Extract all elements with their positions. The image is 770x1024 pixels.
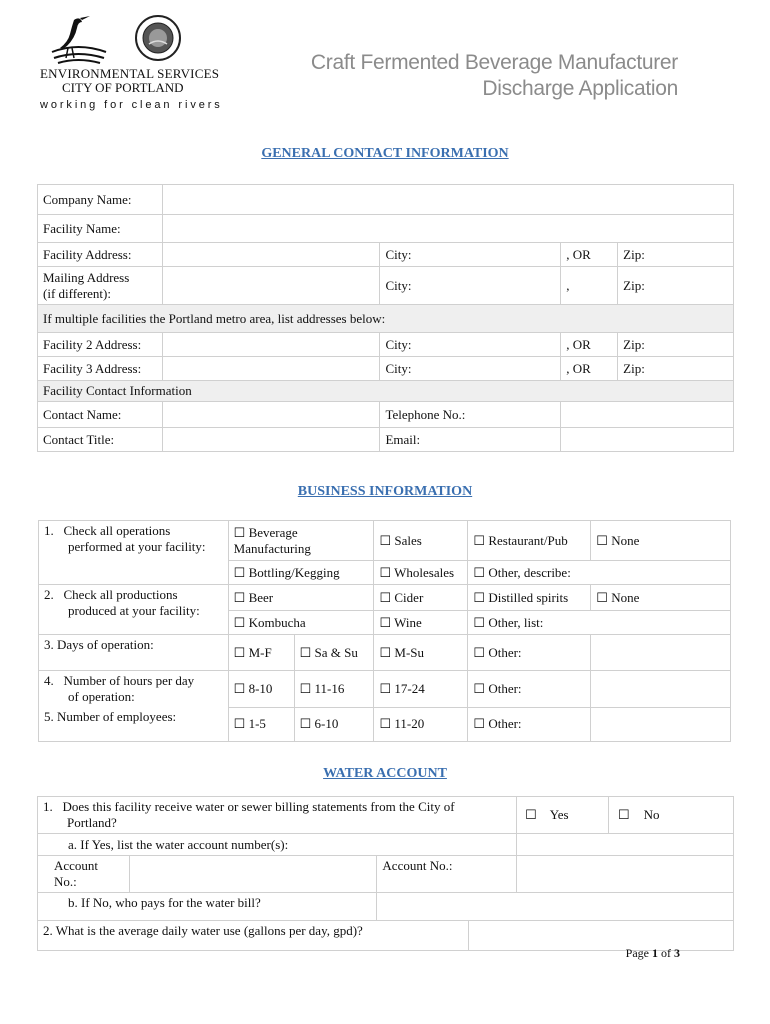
facility3-field[interactable] [162,357,380,381]
other-days-field[interactable] [591,635,731,671]
water-qb-label: b. If No, who pays for the water bill? [38,893,377,921]
water-account-table [37,796,734,951]
facility3-city-field[interactable]: City: [380,357,561,381]
tagline: working for clean rivers [40,99,223,111]
checkbox-employees-11-20[interactable]: ☐ 11-20 [374,707,468,741]
checkbox-bottling-kegging[interactable]: ☐ Bottling/Kegging [228,561,374,585]
general-contact-table [37,184,734,452]
checkbox-kombucha[interactable]: ☐ Kombucha [228,611,374,635]
q3-days-label: 3. Days of operation: [39,635,229,671]
page-number: Page 1 of 3 [625,946,680,960]
water-qa-label: a. If Yes, list the water account number(s): [38,834,517,856]
q5-employees-label: 5. Number of employees: [39,707,229,741]
checkbox-hours-11-16[interactable]: ☐ 11-16 [294,671,374,708]
email-field[interactable] [561,428,734,452]
other-employees-field[interactable] [591,707,731,741]
yes-label: Yes [545,797,609,834]
checkbox-sa-su[interactable]: ☐ Sa & Su [294,635,374,671]
water-qa-field[interactable] [517,834,734,856]
mailing-state-field[interactable]: , [561,267,618,305]
facility-name-label: Facility Name: [38,215,163,243]
section-heading-water: WATER ACCOUNT [323,766,447,781]
telephone-label: Telephone No.: [380,402,561,428]
facility-name-field[interactable] [162,215,733,243]
checkbox-no[interactable]: ☐ [609,797,639,834]
city-field[interactable]: City: [380,243,561,267]
checkbox-yes[interactable]: ☐ [517,797,545,834]
section-heading-general: GENERAL CONTACT INFORMATION [261,146,509,161]
company-name-field[interactable] [162,185,733,215]
facility3-label: Facility 3 Address: [38,357,163,381]
state-label: , OR [561,243,618,267]
checkbox-other-describe[interactable]: ☐ Other, describe: [468,561,731,585]
company-name-label: Company Name: [38,185,163,215]
checkbox-sales[interactable]: ☐ Sales [374,521,468,561]
facility-address-label: Facility Address: [38,243,163,267]
account-no-field-2[interactable] [517,856,734,893]
mailing-zip-field[interactable]: Zip: [618,267,734,305]
q4-hours-label: 4. Number of hours per day of operation: [39,671,229,708]
checkbox-wholesales[interactable]: ☐ Wholesales [374,561,468,585]
email-label: Email: [380,428,561,452]
account-no-label-1: Account No.: [38,856,130,893]
checkbox-other-days[interactable]: ☐ Other: [468,635,591,671]
account-no-field-1[interactable] [129,856,376,893]
checkbox-m-f[interactable]: ☐ M-F [228,635,294,671]
checkbox-other-list[interactable]: ☐ Other, list: [468,611,731,635]
checkbox-hours-17-24[interactable]: ☐ 17-24 [374,671,468,708]
org-city: CITY OF PORTLAND [62,80,184,95]
water-q1-label: 1. Does this facility receive water or sewer billing statements from the City of Portland? [38,797,517,834]
city-seal-icon [134,14,182,62]
checkbox-distilled-spirits[interactable]: ☐ Distilled spirits [468,585,591,611]
contact-info-heading: Facility Contact Information [38,381,734,402]
checkbox-beer[interactable]: ☐ Beer [228,585,374,611]
business-info-table [38,520,731,742]
checkbox-cider[interactable]: ☐ Cider [374,585,468,611]
heron-logo-icon [50,14,108,64]
mailing-city-field[interactable]: City: [380,267,561,305]
checkbox-none-operations[interactable]: ☐ None [591,521,731,561]
water-qb-field[interactable] [377,893,734,921]
facility-address-field[interactable] [162,243,380,267]
facility2-zip-field[interactable]: Zip: [618,333,734,357]
contact-name-label: Contact Name: [38,402,163,428]
contact-name-field[interactable] [162,402,380,428]
checkbox-none-productions[interactable]: ☐ None [591,585,731,611]
checkbox-employees-6-10[interactable]: ☐ 6-10 [294,707,374,741]
checkbox-other-hours[interactable]: ☐ Other: [468,671,591,708]
facility3-state-label: , OR [561,357,618,381]
checkbox-beverage-manufacturing[interactable]: ☐ Beverage Manufacturing [228,521,374,561]
checkbox-employees-1-5[interactable]: ☐ 1-5 [228,707,294,741]
facility3-zip-field[interactable]: Zip: [618,357,734,381]
checkbox-wine[interactable]: ☐ Wine [374,611,468,635]
multiple-facilities-note: If multiple facilities the Portland metro area, list addresses below: [38,305,734,333]
telephone-field[interactable] [561,402,734,428]
contact-title-label: Contact Title: [38,428,163,452]
water-q2-field[interactable] [469,921,734,951]
water-q2-label: 2. What is the average daily water use (gallons per day, gpd)? [38,921,469,951]
contact-title-field[interactable] [162,428,380,452]
checkbox-m-su[interactable]: ☐ M-Su [374,635,468,671]
other-hours-field[interactable] [591,671,731,708]
mailing-address-label: Mailing Address (if different): [38,267,163,305]
mailing-address-field[interactable] [162,267,380,305]
facility2-field[interactable] [162,333,380,357]
account-no-label-2: Account No.: [377,856,517,893]
section-heading-business: BUSINESS INFORMATION [297,484,473,499]
checkbox-restaurant-pub[interactable]: ☐ Restaurant/Pub [468,521,591,561]
checkbox-hours-8-10[interactable]: ☐ 8-10 [228,671,294,708]
facility2-city-field[interactable]: City: [380,333,561,357]
org-name: ENVIRONMENTAL SERVICES [40,66,220,81]
zip-field[interactable]: Zip: [618,243,734,267]
document-title: Craft Fermented Beverage Manufacturer Discharge Application [310,51,678,100]
checkbox-other-employees[interactable]: ☐ Other: [468,707,591,741]
no-label: No [639,797,734,834]
facility2-label: Facility 2 Address: [38,333,163,357]
q2-productions-label: 2. Check all productions produced at your facility: [39,585,229,635]
q1-operations-label: 1. Check all operations performed at your facility: [39,521,229,585]
facility2-state-label: , OR [561,333,618,357]
